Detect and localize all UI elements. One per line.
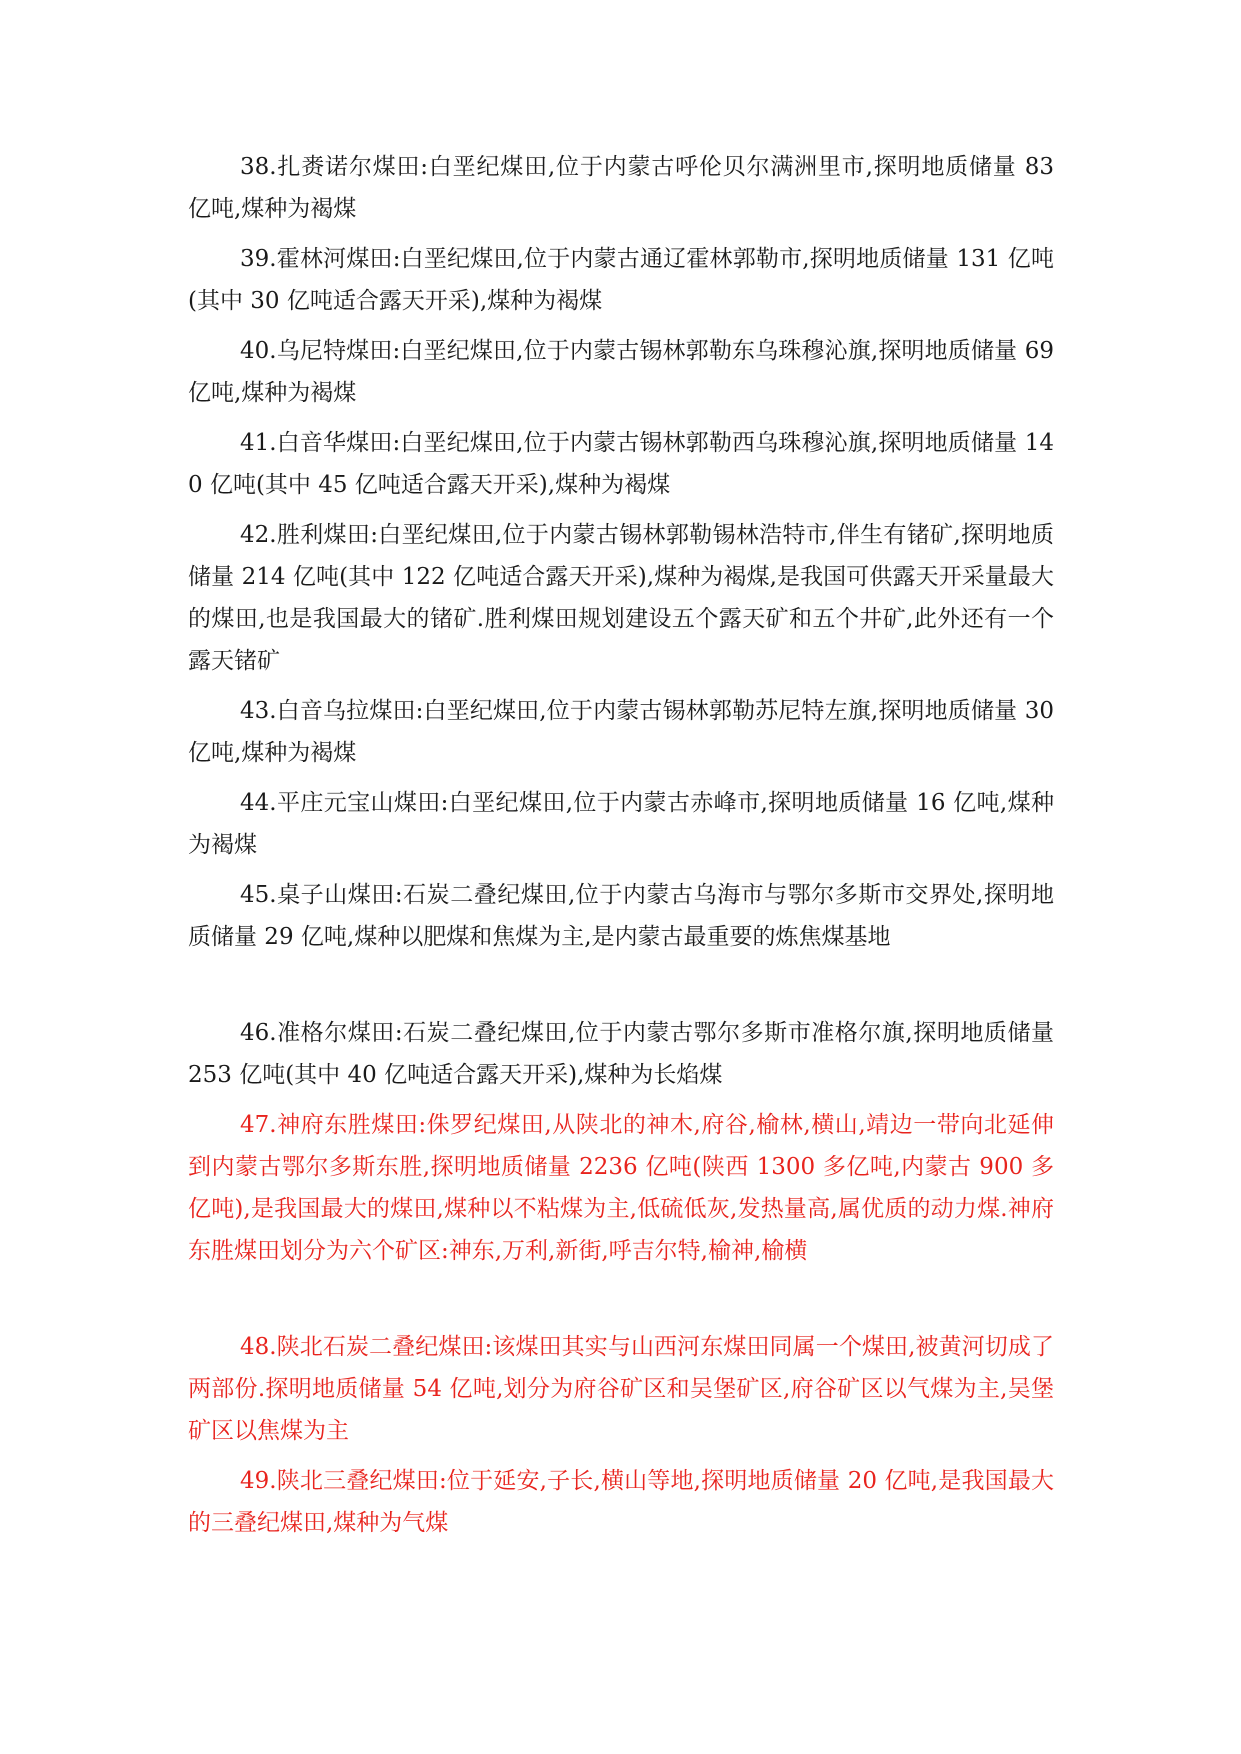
paragraph-40: 40.乌尼特煤田:白垩纪煤田,位于内蒙古锡林郭勒东乌珠穆沁旗,探明地质储量 69 亿吨,煤种为褐煤 [188,338,1054,406]
document-page [188,146,1054,1552]
paragraph-45: 45.桌子山煤田:石炭二叠纪煤田,位于内蒙古乌海市与鄂尔多斯市交界处,探明地质储量 29 亿吨,煤种以肥煤和焦煤为主,是内蒙古最重要的炼焦煤基地 [188,882,1054,950]
paragraph-43: 43.白音乌拉煤田:白垩纪煤田,位于内蒙古锡林郭勒苏尼特左旗,探明地质储量 30 亿吨,煤种为褐煤 [188,698,1054,766]
paragraph-44: 44.平庄元宝山煤田:白垩纪煤田,位于内蒙古赤峰市,探明地质储量 16 亿吨,煤种为褐煤 [188,790,1054,858]
paragraph-39: 39.霍林河煤田:白垩纪煤田,位于内蒙古通辽霍林郭勒市,探明地质储量 131 亿吨(其中 30 亿吨适合露天开采),煤种为褐煤 [188,246,1054,314]
paragraph-47: 47.神府东胜煤田:侏罗纪煤田,从陕北的神木,府谷,榆林,横山,靖边一带向北延伸到内蒙古鄂尔多斯东胜,探明地质储量 2236 亿吨(陕西 1300 多亿吨,内蒙古 900 多亿吨),是我国最大的煤田,煤种以不粘煤为主,低硫低灰,发热量高,属优质的动力煤.神府东胜煤田划分为六个矿区:神东,万利,新街,呼吉尔特,榆神,榆横 [188,1112,1054,1264]
paragraph-38: 38.扎赉诺尔煤田:白垩纪煤田,位于内蒙古呼伦贝尔满洲里市,探明地质储量 83 亿吨,煤种为褐煤 [188,154,1054,222]
paragraph-49: 49.陕北三叠纪煤田:位于延安,子长,横山等地,探明地质储量 20 亿吨,是我国最大的三叠纪煤田,煤种为气煤 [188,1468,1054,1536]
paragraph-42: 42.胜利煤田:白垩纪煤田,位于内蒙古锡林郭勒锡林浩特市,伴生有锗矿,探明地质储量 214 亿吨(其中 122 亿吨适合露天开采),煤种为褐煤,是我国可供露天开采量最大的煤田,也是我国最大的锗矿.胜利煤田规划建设五个露天矿和五个井矿,此外还有一个露天锗矿 [188,522,1054,674]
paragraph-41: 41.白音华煤田:白垩纪煤田,位于内蒙古锡林郭勒西乌珠穆沁旗,探明地质储量 140 亿吨(其中 45 亿吨适合露天开采),煤种为褐煤 [188,430,1054,498]
paragraph-48: 48.陕北石炭二叠纪煤田:该煤田其实与山西河东煤田同属一个煤田,被黄河切成了两部份.探明地质储量 54 亿吨,划分为府谷矿区和吴堡矿区,府谷矿区以气煤为主,吴堡矿区以焦煤为主 [188,1334,1054,1444]
paragraph-46: 46.准格尔煤田:石炭二叠纪煤田,位于内蒙古鄂尔多斯市准格尔旗,探明地质储量 253 亿吨(其中 40 亿吨适合露天开采),煤种为长焰煤 [188,1020,1054,1088]
